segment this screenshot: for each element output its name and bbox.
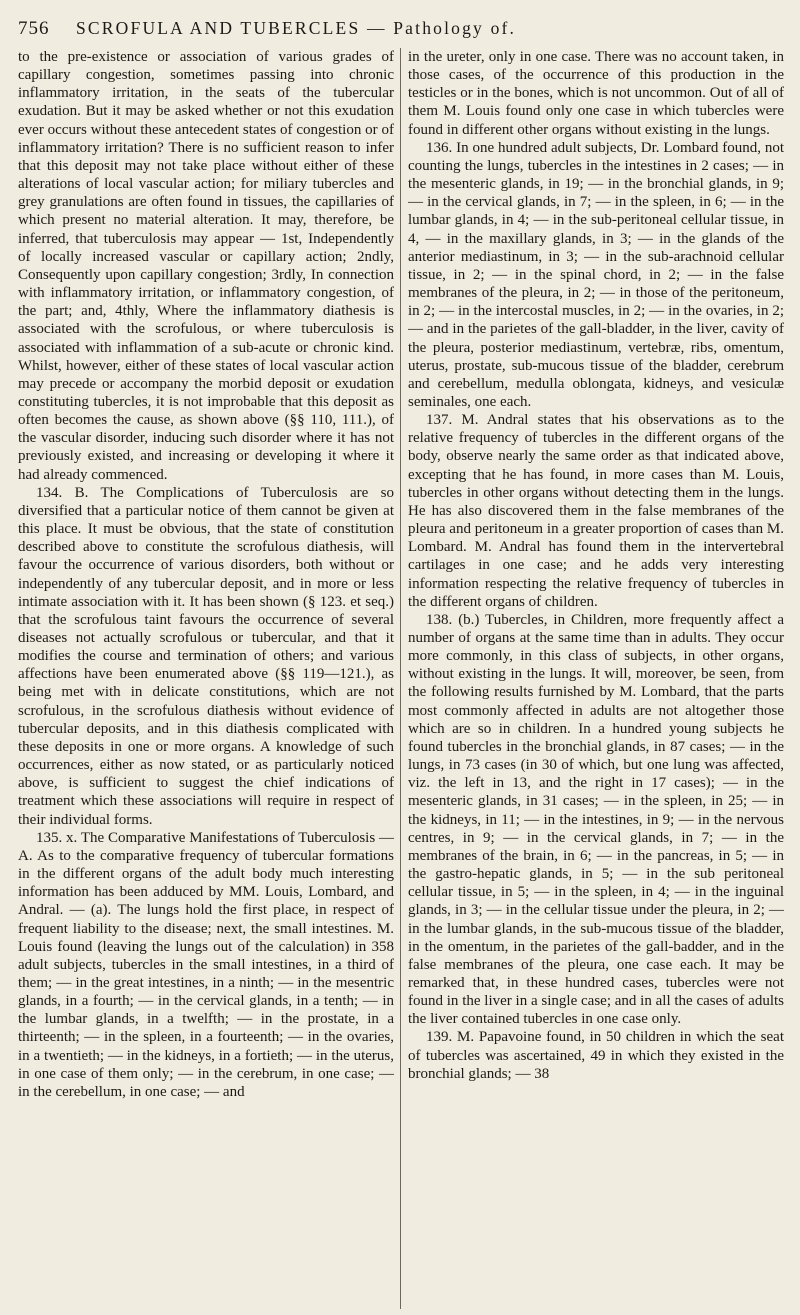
page-number: 756: [18, 18, 50, 39]
paragraph-139-papavoine: 139. M. Papavoine found, in 50 children in which the seat of tubercles was ascertained, 49 in which they existed in the bronchial glands; — 38: [408, 1029, 784, 1082]
paragraph-congestion: to the pre-existence or association of various grades of capillary congestion, sometimes passing into chronic inflammatory irritation, in the seats of the tubercular exudation. But it may be asked whether or not this exudation ever occurs without these antecedent states of congestion or of inflammatory irritation? There is no sufficient reason to infer that this deposit may not take place without either of these alterations of local vascular action; for miliary tubercles and grey granulations are often found in tissues, the capillaries of which present no material alteration. It may, therefore, be inferred, that tuberculosis may appear — 1st, Independently of locally increased vascular or capillary action; 2ndly, Consequently upon capillary congestion; 3rdly, In connection with inflammatory irritation, or inflammatory congestion, of the part; and, 4thly, Where the inflammatory diathesis is associated with the scrofulous, or where tuberculosis is associated with inflammation of a sub-acute or chronic kind. Whilst, however, either of these states of local vascular action may precede or accompany the morbid deposit or exudation constituting tubercles, it is not improbable that this deposit as often becomes the cause, as shown above (§§ 110, 111.), of the vascular disorder, inducing such disorder where it has not previously existed, and increasing or developing it where it had already commenced.: [18, 49, 394, 483]
right-column: [408, 48, 784, 1309]
paragraph-137-andral: 137. M. Andral states that his observations as to the relative frequency of tubercles in the different organs of the body, observe nearly the same order as that indicated above, excepting that he has found, in more cases than M. Louis, tubercles in other organs without detecting them in the lungs. He has also discovered them in the false membranes of the pleura and peritoneum in a greater proportion of cases than M. Lombard. M. Andral has found them in the intervertebral cartilages in one case; and he adds very interesting information respecting the relative frequency of tubercles in the different organs of children.: [408, 412, 784, 610]
column-divider: [400, 48, 401, 1309]
paragraph-136-lombard: 136. In one hundred adult subjects, Dr. Lombard found, not counting the lungs, tubercles in the intestines in 2 cases; — in the mesenteric glands, in 19; — in the bronchial glands, in 9; — in the cervical glands, in 7; — in the spleen, in 6; — in the lumbar glands, in 4; — in the sub-peritoneal cellular tissue, in 4, — in the maxillary glands, in 3; — in the glands of the anterior mediastinum, in 3; — in the sub-arachnoid cellular tissue, in 2; — in the spinal chord, in 2; — in the false membranes of the pleura, in 2; — in those of the peritoneum, in 2; — in the intercostal muscles, in 2; — in the ovaries, in 2; — and in the parietes of the gall-bladder, in the liver, cavity of the pleura, posterior mediastinum, vertebræ, ribs, omentum, uterus, prostate, sub-mucous tissue of the bladder, cerebrum and cerebellum, medulla oblongata, kidneys, and vesiculæ seminales, one each.: [408, 139, 784, 410]
left-column: [18, 48, 394, 1309]
running-title: SCROFULA AND TUBERCLES — Pathology of.: [76, 18, 517, 38]
paragraph-135-manifestations: 135. x. The Comparative Manifestations of Tuberculosis — A. As to the comparative frequency of tubercular formations in the different organs of the adult body much interesting information has been adduced by MM. Louis, Lombard, and Andral. — (a). The lungs hold the first place, in respect of frequent liability to the disease; next, the small intestines. M. Louis found (leaving the lungs out of the calculation) in 358 adult subjects, tubercles in the small intestines, in a third of them; — in the great intestines, in a ninth; — in the mesentric glands, in a fourth; — in the cervical glands, in a tenth; — in the lumbar glands, in a twelfth; — in the prostate, in a thirteenth; — in the spleen, in a fourteenth; — in the ovaries, in a twentieth; — in the kidneys, in a fortieth; — in the uterus, in one case of them only; — in the cerebrum, in one case; — in the cerebellum, in one case; — and: [18, 829, 394, 1100]
paragraph-134-complications: 134. B. The Complications of Tuberculosis are so diversified that a particular notice of them cannot be given at this place. It must be obvious, that the state of constitution described above to constitute the scrofulous diathesis, will favour the occurrence of various disorders, both without or independently of any tubercular deposit, and in more or less intimate association with it. It has been shown (§ 123. et seq.) that the scrofulous taint favours the occurrence of several diseases not actually scrofulous or tubercular, and that it modifies the course and termination of others; and various affections have been enumerated above (§§ 119—121.), as being met with in delicate constitutions, which are not scrofulous, in the scrofulous diathesis without evidence of tubercular deposits, and in this diathesis complicated with these deposits in one or more organs. A knowledge of such occurrences, either as now stated, or as particularly noticed above, is sufficient to suggest the chief indications of treatment which these associations will require in respect of their individual forms.: [18, 484, 394, 828]
paragraph-ureter-continuation: in the ureter, only in one case. There was no account taken, in those cases, of the occurrence of this production in the testicles or in the bones, which is not uncommon. Out of all of them M. Louis found only one case in which tubercles were found in different other organs without existing in the lungs.: [408, 49, 784, 138]
paragraph-138-children: 138. (b.) Tubercles, in Children, more frequently affect a number of organs at the same time than in adults. They occur more commonly, in this class of subjects, in other organs, without existing in the lungs. It will, moreover, be seen, from the following results furnished by M. Lombard, that the parts most commonly affected in adults are not altogether those which are so in children. In a hundred young subjects he found tubercles in the bronchial glands, in 87 cases; — in the lungs, in 73 cases (in 30 of which, but one lung was affected, viz. the left in 13, and the right in 17 cases); — in the mesenteric glands, in 31 cases; — in the spleen, in 25; — in the kidneys, in 11; — in the intestines, in 9; — in the nervous centres, in 9; — in the cervical glands, in 7; — in the membranes of the brain, in 6; — in the pancreas, in 5; — in the gastro-hepatic glands, in 5; — in the sub peritoneal cellular tissue, in 5; — in the spleen, in 4; — in the inguinal glands, in 3; — in the cellular tissue under the pleura, in 2; — in the lumbar glands, in the sub-mucous tissue of the bladder, in the omentum, in the parietes of the gall-badder, and in the false membranes of the pleura, one case each. It may be remarked that, in these hundred cases, tubercles were not found in the liver in a single case; and in all the cases of adults the liver contained tubercles in one case only.: [408, 611, 784, 1028]
page-header: [18, 18, 788, 44]
text-columns: [18, 48, 788, 1309]
